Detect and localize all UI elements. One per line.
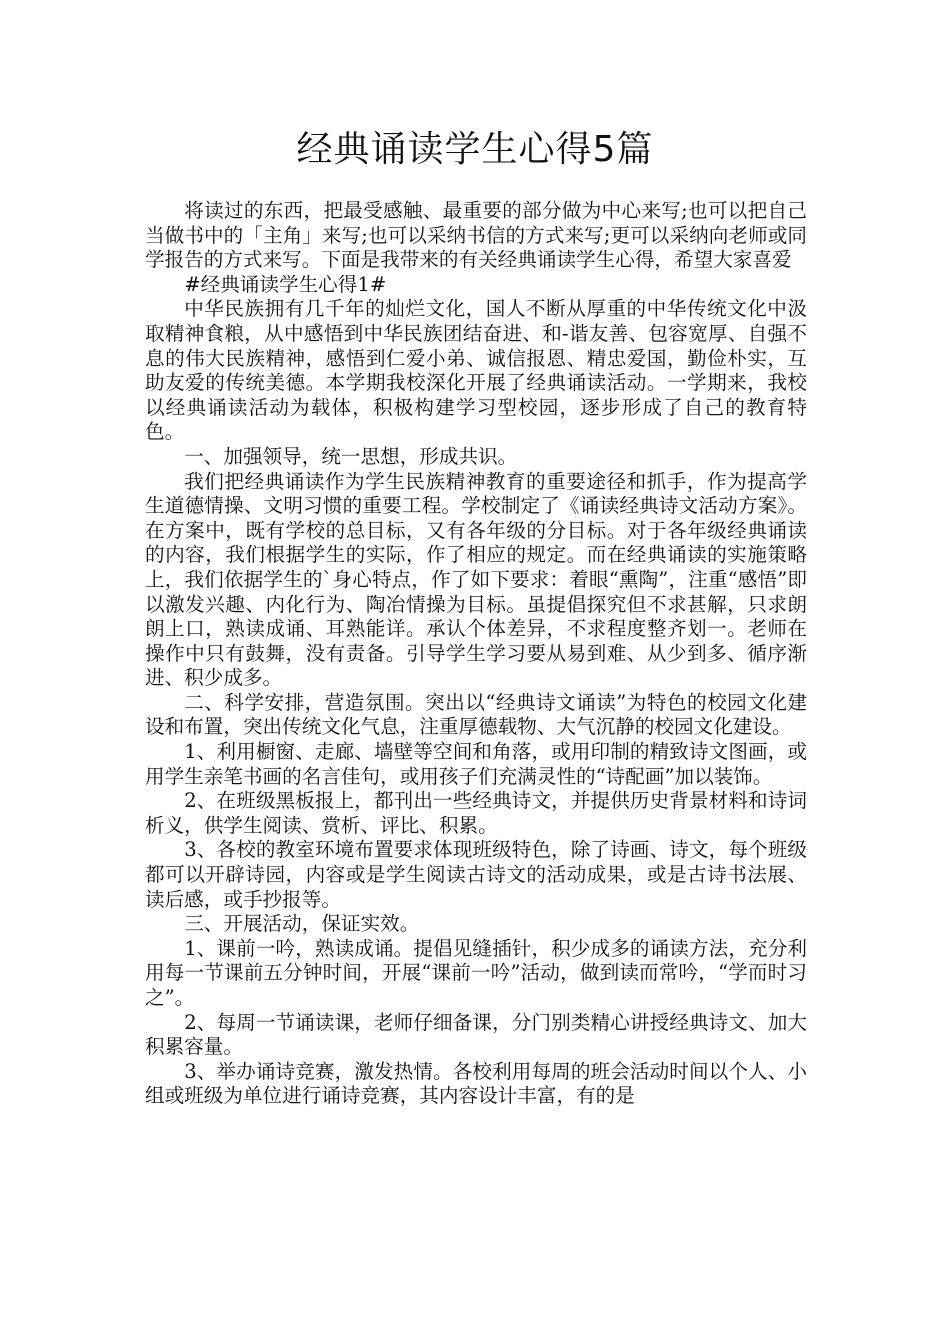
body-paragraph: 二、科学安排，营造氛围。突出以“经典诗文诵读”为特色的校园文化建设和布置，突出传统文化气息，注重厚德载物、大气沉静的校园文化建设。 [145, 690, 807, 739]
intro-paragraph: 将读过的东西，把最受感触、最重要的部分做为中心来写;也可以把自己当做书中的「主角」来写;也可以采纳书信的方式来写;更可以采纳向老师或同学报告的方式来写。下面是我带来的有关经典诵读学生心得，希望大家喜爱 [145, 199, 807, 272]
list-paragraph: 3、各校的教室环境布置要求体现班级特色，除了诗画、诗文，每个班级都可以开辟诗园，内容或是学生阅读古诗文的活动成果，或是古诗书法展、读后感，或手抄报等。 [145, 838, 807, 911]
document-body [145, 199, 807, 1109]
list-paragraph: 1、利用橱窗、走廊、墙壁等空间和角落，或用印制的精致诗文图画，或用学生亲笔书画的名言佳句，或用孩子们充满灵性的“诗配画”加以装饰。 [145, 740, 807, 788]
list-paragraph: 2、在班级黑板报上，都刊出一些经典诗文，并提供历史背景材料和诗词析义，供学生阅读、赏析、评比、积累。 [145, 789, 807, 837]
list-paragraph: 3、举办诵诗竞赛，激发热情。各校利用每周的班会活动时间以个人、小组或班级为单位进行诵诗竞赛，其内容设计丰富，有的是 [145, 1059, 807, 1108]
list-paragraph: 2、每周一节诵读课，老师仔细备课，分门别类精心讲授经典诗文、加大积累容量。 [145, 1010, 807, 1059]
section-heading: 三、开展活动，保证实效。 [184, 912, 420, 936]
section-heading: #经典诵读学生心得1# [184, 272, 387, 296]
body-paragraph: 我们把经典诵读作为学生民族精神教育的重要途径和抓手，作为提高学生道德情操、文明习惯的重要工程。学校制定了《诵读经典诗文活动方案》。在方案中，既有学校的总目标，又有各年级的分目标。对于各年级经典诵读的内容，我们根据学生的实际，作了相应的规定。而在经典诵读的实施策略上，我们依据学生的`身心特点，作了如下要求：着眼“熏陶”，注重“感悟”即以激发兴趣、内化行为、陶冶情操为目标。虽提倡探究但不求甚解，只求朗朗上口，熟读成诵、耳熟能详。承认个体差异，不求程度整齐划一。老师在操作中只有鼓舞，没有责备。引导学生学习要从易到难、从少到多、循序渐进、积少成多。 [145, 469, 807, 690]
page-title: 经典诵读学生心得5篇 [296, 129, 654, 170]
body-paragraph: 中华民族拥有几千年的灿烂文化，国人不断从厚重的中华传统文化中汲取精神食粮，从中感悟到中华民族团结奋进、和-谐友善、包容宽厚、自强不息的伟大民族精神，感悟到仁爱小弟、诚信报恩、精忠爱国，勤俭朴实，互助友爱的传统美德。本学期我校深化开展了经典诵读活动。一学期来，我校以经典诵读活动为载体，积极构建学习型校园，逐步形成了自己的教育特色。 [145, 297, 807, 444]
section-heading: 一、加强领导，统一思想，形成共识。 [184, 444, 518, 468]
list-paragraph: 1、课前一吟，熟读成诵。提倡见缝插针，积少成多的诵读方法，充分利用每一节课前五分钟时间，开展“课前一吟”活动，做到读而常吟，“学而时习之”。 [145, 936, 807, 1009]
